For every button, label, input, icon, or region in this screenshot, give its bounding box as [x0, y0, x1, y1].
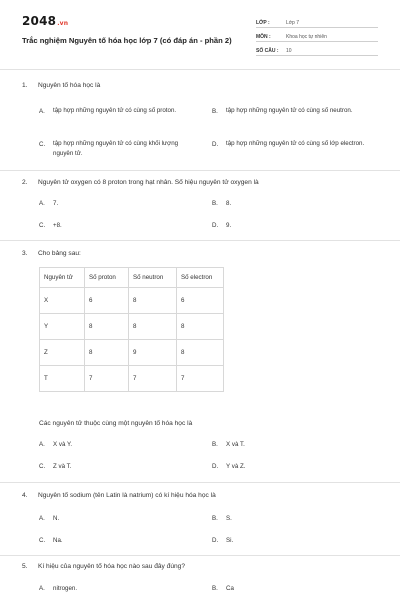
question-1-option-d[interactable]: D. tập hợp những nguyên tử có cùng số lớp electron. — [212, 140, 365, 148]
table-row — [40, 288, 224, 314]
table-cell: 8 — [129, 314, 177, 340]
question-divider — [0, 482, 400, 483]
table-cell: 8 — [177, 340, 224, 366]
meta-count-value: 10 — [286, 48, 292, 54]
question-5-option-b[interactable]: B. Ca — [212, 585, 234, 592]
table-header-cell: Số neutron — [129, 268, 177, 288]
question-4-option-a[interactable]: A. N. — [39, 515, 60, 522]
question-1-stem: 1. Nguyên tố hóa học là — [22, 82, 101, 89]
question-1-option-c[interactable]: C. tập hợp những nguyên tử có cùng khối lượng nguyên tử. — [39, 140, 179, 157]
header-divider — [0, 69, 400, 70]
meta-count-row — [256, 44, 378, 56]
logo-suffix-text: .vn — [57, 20, 69, 27]
question-2-option-c[interactable]: C. +8. — [39, 222, 62, 229]
meta-subject-label: MÔN : — [256, 34, 271, 40]
quiz-meta — [256, 16, 378, 58]
table-cell: 8 — [129, 288, 177, 314]
table-cell: Y — [40, 314, 85, 340]
table-cell: 7 — [129, 366, 177, 392]
page-title: Trắc nghiệm Nguyên tố hóa học lớp 7 (có đáp án - phần 2) — [22, 36, 232, 45]
question-3-stem: 3. Cho bảng sau: — [22, 250, 81, 257]
table-cell: 6 — [85, 288, 129, 314]
meta-class-value: Lớp 7 — [286, 20, 300, 26]
meta-subject-row — [256, 30, 378, 42]
atom-table — [39, 267, 224, 392]
table-cell: 6 — [177, 288, 224, 314]
table-cell: T — [40, 366, 85, 392]
question-4-option-c[interactable]: C. Na. — [39, 537, 63, 544]
table-row — [40, 366, 224, 392]
question-2-option-b[interactable]: B. 8. — [212, 200, 232, 207]
question-divider — [0, 170, 400, 171]
site-logo[interactable] — [22, 14, 68, 28]
meta-class-row — [256, 16, 378, 28]
table-cell: 8 — [85, 314, 129, 340]
table-row — [40, 340, 224, 366]
question-1-option-b[interactable]: B. tập hợp những nguyên tử có cùng số neutron. — [212, 107, 353, 115]
table-row — [40, 314, 224, 340]
meta-subject-value: Khoa học tự nhiên — [286, 34, 327, 40]
question-3-option-d[interactable]: D. Y và Z. — [212, 463, 246, 470]
question-3-follow-up: Các nguyên tử thuộc cùng một nguyên tố hóa học là — [39, 420, 193, 427]
page-header — [0, 0, 400, 72]
question-divider — [0, 240, 400, 241]
table-cell: 7 — [177, 366, 224, 392]
question-3-option-c[interactable]: C. Z và T. — [39, 463, 72, 470]
question-2-stem: 2. Nguyên tử oxygen có 8 proton trong hạt nhân. Số hiệu nguyên tử oxygen là — [22, 179, 259, 186]
table-header-cell: Số electron — [177, 268, 224, 288]
meta-count-label: SỐ CÂU : — [256, 48, 279, 54]
table-cell: 8 — [177, 314, 224, 340]
table-cell: Z — [40, 340, 85, 366]
table-cell: 7 — [85, 366, 129, 392]
question-4-option-b[interactable]: B. S. — [212, 515, 232, 522]
logo-main-text: 2048 — [22, 14, 57, 28]
table-cell: X — [40, 288, 85, 314]
table-header-cell: Số proton — [85, 268, 129, 288]
question-3-option-b[interactable]: B. X và T. — [212, 441, 245, 448]
question-1-option-a[interactable]: A. tập hợp những nguyên tử có cùng số proton. — [39, 107, 177, 115]
meta-class-label: LỚP : — [256, 20, 270, 26]
question-3-option-a[interactable]: A. X và Y. — [39, 441, 73, 448]
question-4-stem: 4. Nguyên tố sodium (tên Latin là natrium) có kí hiệu hóa học là — [22, 492, 216, 499]
table-cell: 9 — [129, 340, 177, 366]
question-2-option-a[interactable]: A. 7. — [39, 200, 59, 207]
table-header-row — [40, 268, 224, 288]
question-2-option-d[interactable]: D. 9. — [212, 222, 232, 229]
question-5-stem: 5. Kí hiệu của nguyên tố hóa học nào sau đây đúng? — [22, 563, 186, 570]
table-header-cell: Nguyên tử — [40, 268, 85, 288]
table-cell: 8 — [85, 340, 129, 366]
question-5-option-a[interactable]: A. nitrogen. — [39, 585, 78, 592]
question-divider — [0, 555, 400, 556]
question-4-option-d[interactable]: D. Si. — [212, 537, 234, 544]
